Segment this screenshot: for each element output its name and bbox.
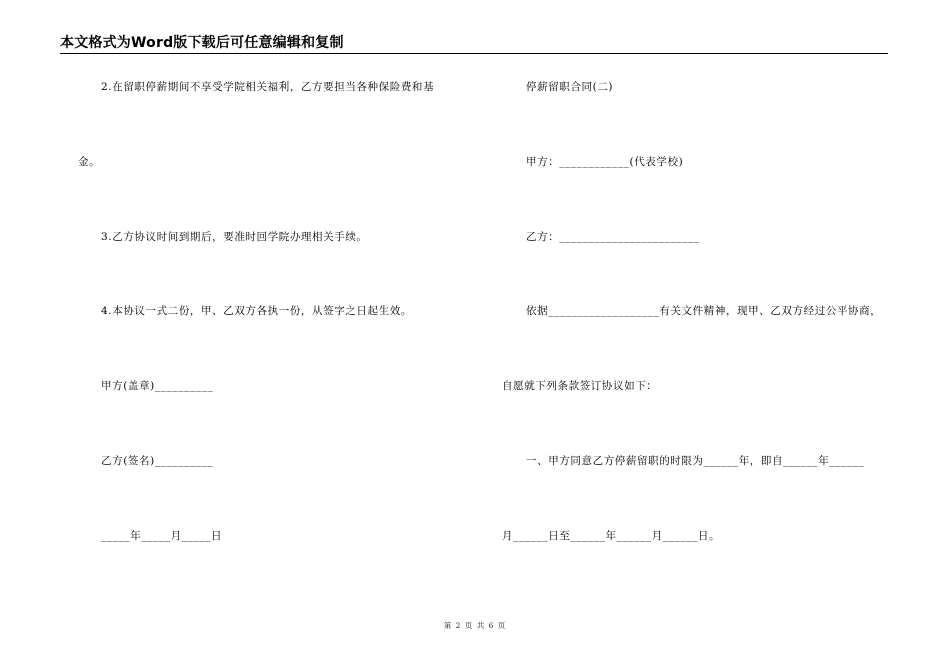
party-a-line: 甲方：____________(代表学校) bbox=[526, 156, 684, 168]
left-para-welfare-cont: 金。 bbox=[78, 156, 101, 168]
party-b-signature: 乙方(签名)__________ bbox=[101, 455, 214, 467]
page-number: 第 2 页 共 6 页 bbox=[443, 621, 507, 630]
clause-one: 一、甲方同意乙方停薪留职的时限为______年，即自______年______ bbox=[526, 455, 865, 467]
left-para-copies: 4.本协议一式二份，甲、乙双方各执一份，从签字之日起生效。 bbox=[101, 305, 412, 317]
agreement-intro: 自愿就下列条款签订协议如下： bbox=[502, 380, 658, 392]
party-b-line: 乙方：________________________ bbox=[526, 231, 700, 243]
clause-one-cont: 月______日至______年______月______日。 bbox=[502, 530, 721, 542]
basis-para: 依据___________________有关文件精神，现甲、乙双方经过公平协商， bbox=[526, 305, 882, 317]
left-para-welfare: 2.在留职停薪期间不享受学院相关福利，乙方要担当各种保险费和基 bbox=[101, 81, 435, 93]
party-a-seal: 甲方(盖章)__________ bbox=[101, 380, 214, 392]
signing-date: _____年_____月_____日 bbox=[101, 530, 223, 542]
document-header: 本文格式为Word版下载后可任意编辑和复制 bbox=[60, 33, 888, 54]
contract-title: 停薪留职合同(二) bbox=[526, 81, 614, 93]
left-para-return: 3.乙方协议时间到期后，要准时回学院办理相关手续。 bbox=[101, 231, 368, 243]
